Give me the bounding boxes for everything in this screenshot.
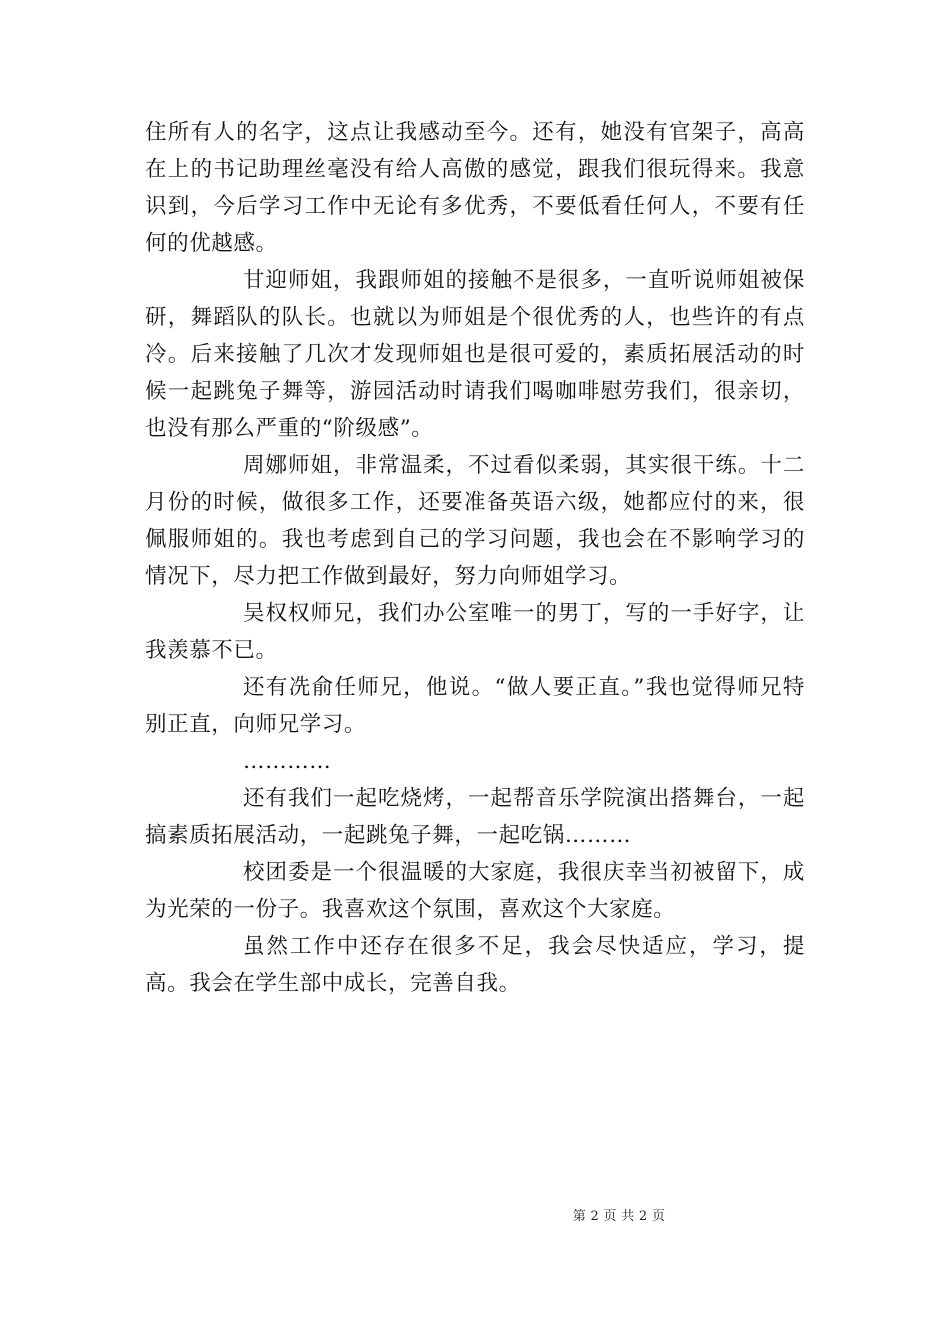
paragraph-8: 虽然工作中还存在很多不足，我会尽快适应，学习，提高。我会在学生部中成长，完善自我。 <box>145 934 805 996</box>
paragraph-1: 住所有人的名字，这点让我感动至今。还有，她没有官架子，高高在上的书记助理丝毫没有给人高傲的感觉，跟我们很玩得来。我意识到，今后学习工作中无论有多优秀，不要低看任何人，不要有任何的优越感。 <box>145 120 805 256</box>
paragraph-6: 还有我们一起吃烧烤，一起帮音乐学院演出搭舞台，一起搞素质拓展活动，一起跳兔子舞，一起吃锅……… <box>145 786 805 848</box>
paragraph-ellipsis: ………… <box>243 749 332 774</box>
paragraph-7: 校团委是一个很温暖的大家庭，我很庆幸当初被留下，成为光荣的一份子。我喜欢这个氛围，喜欢这个大家庭。 <box>145 860 805 922</box>
paragraph-5: 还有冼俞任师兄，他说。“做人要正直。”我也觉得师兄特别正直，向师兄学习。 <box>145 675 805 737</box>
paragraph-2: 甘迎师姐，我跟师姐的接触不是很多，一直听说师姐被保研，舞蹈队的队长。也就以为师姐是个很优秀的人，也些许的有点冷。后来接触了几次才发现师姐也是很可爱的，素质拓展活动的时候一起跳兔子舞等，游园活动时请我们喝咖啡慰劳我们，很亲切，也没有那么严重的“阶级感”。 <box>145 268 805 441</box>
paragraph-4: 吴权权师兄，我们办公室唯一的男丁，写的一手好字，让我羡慕不已。 <box>145 601 805 663</box>
paragraph-3: 周娜师姐，非常温柔，不过看似柔弱，其实很干练。十二月份的时候，做很多工作，还要准备英语六级，她都应付的来，很佩服师姐的。我也考虑到自己的学习问题，我也会在不影响学习的情况下，尽力把工作做到最好，努力向师姐学习。 <box>145 453 805 589</box>
page-number-label: 第 2 页 共 2 页 <box>572 1209 666 1224</box>
document-body <box>145 114 805 1002</box>
page-footer <box>0 1205 950 1224</box>
